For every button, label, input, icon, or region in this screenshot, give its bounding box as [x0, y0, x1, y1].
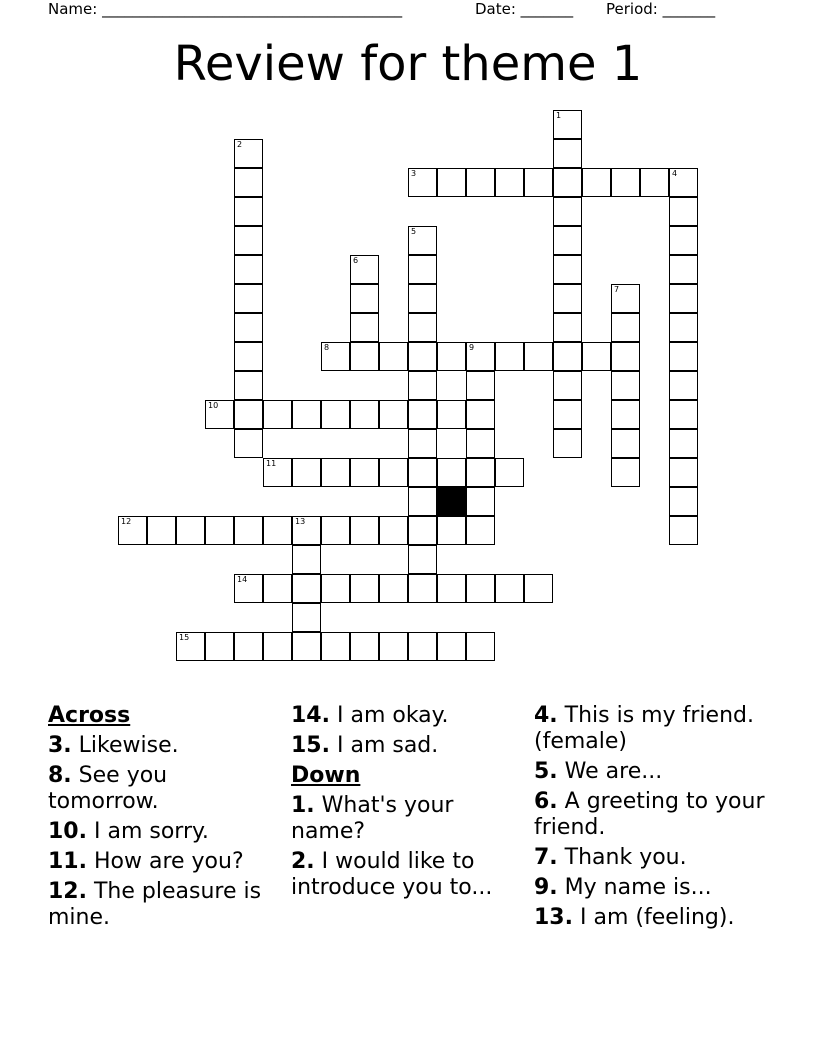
grid-cell[interactable] [205, 400, 234, 429]
clue-text: What's your name? [291, 793, 454, 844]
clue-number: 5. [534, 759, 558, 784]
down-heading: Down [291, 763, 361, 788]
grid-cell[interactable] [669, 516, 698, 545]
clue-number: 2. [291, 849, 315, 874]
clue-item [291, 849, 523, 901]
page-title: Review for theme 1 [173, 36, 643, 92]
grid-cell[interactable] [466, 429, 495, 458]
grid-cell[interactable] [669, 458, 698, 487]
clue-number: 15. [291, 733, 330, 758]
grid-cell[interactable] [234, 574, 263, 603]
clue-number: 6. [534, 789, 558, 814]
grid-cell[interactable] [234, 429, 263, 458]
grid-cell[interactable] [553, 255, 582, 284]
grid-cell[interactable] [669, 342, 698, 371]
clue-number-label: 6 [353, 256, 359, 265]
grid-cell[interactable] [263, 516, 292, 545]
grid-cell[interactable] [437, 400, 466, 429]
clue-number-label: 4 [672, 169, 678, 178]
clue-number-label: 15 [179, 633, 190, 642]
grid-cell[interactable] [350, 574, 379, 603]
grid-cell[interactable] [495, 458, 524, 487]
clue-number-label: 3 [411, 169, 417, 178]
clue-text: I am okay. [329, 703, 449, 728]
clues-column-2 [291, 703, 523, 905]
grid-cell[interactable] [466, 400, 495, 429]
grid-cell[interactable] [611, 371, 640, 400]
grid-cell[interactable] [408, 545, 437, 574]
grid-cell[interactable] [147, 516, 176, 545]
date-field-label: Date: _______ [475, 0, 574, 18]
clue-item [48, 733, 280, 759]
grid-cell[interactable] [205, 632, 234, 661]
clue-item [534, 875, 766, 901]
clue-number: 13. [534, 905, 573, 930]
across-heading: Across [48, 703, 131, 728]
grid-cell[interactable] [263, 458, 292, 487]
clue-number-label: 2 [237, 140, 243, 149]
grid-cell[interactable] [408, 255, 437, 284]
clue-number: 14. [291, 703, 330, 728]
grid-cell[interactable] [234, 516, 263, 545]
grid-cell[interactable] [669, 168, 698, 197]
clue-item [534, 905, 766, 931]
clue-text: We are... [557, 759, 663, 784]
grid-cell[interactable] [234, 342, 263, 371]
grid-cell[interactable] [292, 458, 321, 487]
grid-cell[interactable] [408, 284, 437, 313]
clue-text: This is my friend. (female) [534, 703, 754, 754]
clue-text: The pleasure is mine. [48, 879, 262, 930]
grid-cell[interactable] [495, 168, 524, 197]
clue-number: 9. [534, 875, 558, 900]
clue-number: 11. [48, 849, 87, 874]
grid-cell[interactable] [408, 226, 437, 255]
clue-number: 8. [48, 763, 72, 788]
grid-cell[interactable] [582, 342, 611, 371]
grid-cell[interactable] [321, 400, 350, 429]
grid-cell[interactable] [234, 168, 263, 197]
grid-cell[interactable] [408, 516, 437, 545]
grid-cell[interactable] [321, 516, 350, 545]
grid-cell[interactable] [234, 226, 263, 255]
grid-cell[interactable] [234, 313, 263, 342]
clue-number: 12. [48, 879, 87, 904]
clue-item [291, 733, 523, 759]
grid-cell[interactable] [495, 342, 524, 371]
grid-cell[interactable] [321, 632, 350, 661]
clue-number-label: 9 [469, 343, 475, 352]
grid-cell[interactable] [553, 168, 582, 197]
grid-cell[interactable] [553, 197, 582, 226]
grid-cell[interactable] [350, 342, 379, 371]
grid-cell[interactable] [292, 632, 321, 661]
grid-cell[interactable] [437, 574, 466, 603]
grid-cell[interactable] [669, 197, 698, 226]
grid-cell[interactable] [234, 632, 263, 661]
grid-cell[interactable] [669, 371, 698, 400]
grid-cell[interactable] [408, 371, 437, 400]
grid-cell[interactable] [437, 168, 466, 197]
clue-number-label: 1 [556, 111, 562, 120]
grid-cell[interactable] [553, 429, 582, 458]
grid-cell[interactable] [466, 342, 495, 371]
clue-number: 1. [291, 793, 315, 818]
grid-cell[interactable] [524, 342, 553, 371]
grid-cell[interactable] [379, 632, 408, 661]
grid-cell[interactable] [669, 429, 698, 458]
grid-cell[interactable] [292, 603, 321, 632]
grid-cell[interactable] [205, 516, 234, 545]
grid-cell[interactable] [263, 574, 292, 603]
clue-text: How are you? [86, 849, 244, 874]
grid-cell[interactable] [118, 516, 147, 545]
grid-cell[interactable] [553, 400, 582, 429]
grid-cell[interactable] [640, 168, 669, 197]
clue-item [48, 879, 280, 931]
grid-cell[interactable] [292, 516, 321, 545]
grid-cell[interactable] [437, 342, 466, 371]
clue-item [534, 703, 766, 755]
grid-cell[interactable] [350, 284, 379, 313]
clue-number-label: 13 [295, 517, 306, 526]
grid-cell[interactable] [321, 342, 350, 371]
clue-text: I am (feeling). [572, 905, 735, 930]
grid-cell[interactable] [466, 516, 495, 545]
clue-number-label: 11 [266, 459, 277, 468]
grid-cell[interactable] [408, 168, 437, 197]
clue-item [291, 793, 523, 845]
grid-cell[interactable] [466, 371, 495, 400]
grid-cell[interactable] [669, 313, 698, 342]
grid-cell[interactable] [350, 400, 379, 429]
grid-cell[interactable] [437, 632, 466, 661]
grid-cell[interactable] [669, 284, 698, 313]
grid-cell[interactable] [234, 400, 263, 429]
grid-cell[interactable] [379, 516, 408, 545]
clue-item [534, 759, 766, 785]
grid-cell[interactable] [437, 516, 466, 545]
clue-item [534, 845, 766, 871]
grid-cell[interactable] [611, 400, 640, 429]
grid-cell[interactable] [524, 168, 553, 197]
clue-number-label: 14 [237, 575, 248, 584]
grid-cell[interactable] [350, 313, 379, 342]
grid-cell[interactable] [321, 574, 350, 603]
grid-cell[interactable] [292, 400, 321, 429]
clue-item [48, 849, 280, 875]
grid-cell[interactable] [176, 632, 205, 661]
grid-cell[interactable] [466, 168, 495, 197]
grid-cell[interactable] [611, 458, 640, 487]
clue-number-label: 12 [121, 517, 132, 526]
grid-cell[interactable] [669, 226, 698, 255]
grid-cell[interactable] [611, 168, 640, 197]
grid-cell[interactable] [553, 284, 582, 313]
grid-cell[interactable] [379, 400, 408, 429]
grid-cell[interactable] [524, 574, 553, 603]
grid-cell[interactable] [350, 458, 379, 487]
clue-text: A greeting to your friend. [534, 789, 765, 840]
clue-text: I would like to introduce you to... [291, 849, 493, 900]
clue-item [48, 763, 280, 815]
grid-cell[interactable] [321, 458, 350, 487]
clue-text: Likewise. [71, 733, 179, 758]
grid-cell[interactable] [495, 574, 524, 603]
grid-cell[interactable] [408, 342, 437, 371]
grid-cell[interactable] [234, 284, 263, 313]
grid-cell[interactable] [611, 313, 640, 342]
block-cell [437, 487, 466, 516]
grid-cell[interactable] [553, 139, 582, 168]
clue-number: 3. [48, 733, 72, 758]
grid-cell[interactable] [379, 342, 408, 371]
grid-cell[interactable] [408, 313, 437, 342]
grid-cell[interactable] [611, 284, 640, 313]
grid-cell[interactable] [408, 429, 437, 458]
clue-number-label: 10 [208, 401, 219, 410]
grid-cell[interactable] [553, 371, 582, 400]
grid-cell[interactable] [466, 574, 495, 603]
grid-cell[interactable] [379, 458, 408, 487]
grid-cell[interactable] [408, 574, 437, 603]
grid-cell[interactable] [582, 168, 611, 197]
clue-item [48, 819, 280, 845]
clue-number-label: 5 [411, 227, 417, 236]
grid-cell[interactable] [234, 255, 263, 284]
clue-text: My name is... [557, 875, 712, 900]
grid-cell[interactable] [408, 487, 437, 516]
grid-cell[interactable] [466, 458, 495, 487]
grid-cell[interactable] [553, 313, 582, 342]
clue-text: I am sorry. [86, 819, 209, 844]
grid-cell[interactable] [379, 574, 408, 603]
clue-number-label: 8 [324, 343, 330, 352]
grid-cell[interactable] [553, 226, 582, 255]
grid-cell[interactable] [466, 632, 495, 661]
grid-cell[interactable] [553, 110, 582, 139]
grid-cell[interactable] [669, 487, 698, 516]
grid-cell[interactable] [611, 429, 640, 458]
grid-cell[interactable] [553, 342, 582, 371]
grid-cell[interactable] [234, 371, 263, 400]
grid-cell[interactable] [234, 197, 263, 226]
clue-item [534, 789, 766, 841]
clues-column-1 [48, 703, 280, 935]
clue-number: 7. [534, 845, 558, 870]
clue-number: 10. [48, 819, 87, 844]
clue-item [291, 703, 523, 729]
grid-cell[interactable] [611, 342, 640, 371]
grid-cell[interactable] [350, 632, 379, 661]
clue-text: I am sad. [329, 733, 439, 758]
period-field-label: Period: _______ [606, 0, 716, 18]
grid-cell[interactable] [669, 255, 698, 284]
grid-cell[interactable] [350, 255, 379, 284]
grid-cell[interactable] [234, 139, 263, 168]
grid-cell[interactable] [408, 458, 437, 487]
grid-cell[interactable] [350, 516, 379, 545]
name-field-label: Name: ________________________________________ [48, 0, 403, 18]
grid-cell[interactable] [408, 400, 437, 429]
grid-cell[interactable] [466, 487, 495, 516]
grid-cell[interactable] [176, 516, 205, 545]
grid-cell[interactable] [408, 632, 437, 661]
grid-cell[interactable] [292, 574, 321, 603]
clue-number-label: 7 [614, 285, 620, 294]
clue-text: Thank you. [557, 845, 687, 870]
grid-cell[interactable] [263, 632, 292, 661]
grid-cell[interactable] [669, 400, 698, 429]
grid-cell[interactable] [292, 545, 321, 574]
clues-column-3 [534, 703, 766, 935]
clue-number: 4. [534, 703, 558, 728]
grid-cell[interactable] [263, 400, 292, 429]
clue-text: See you tomorrow. [48, 763, 168, 814]
grid-cell[interactable] [437, 458, 466, 487]
